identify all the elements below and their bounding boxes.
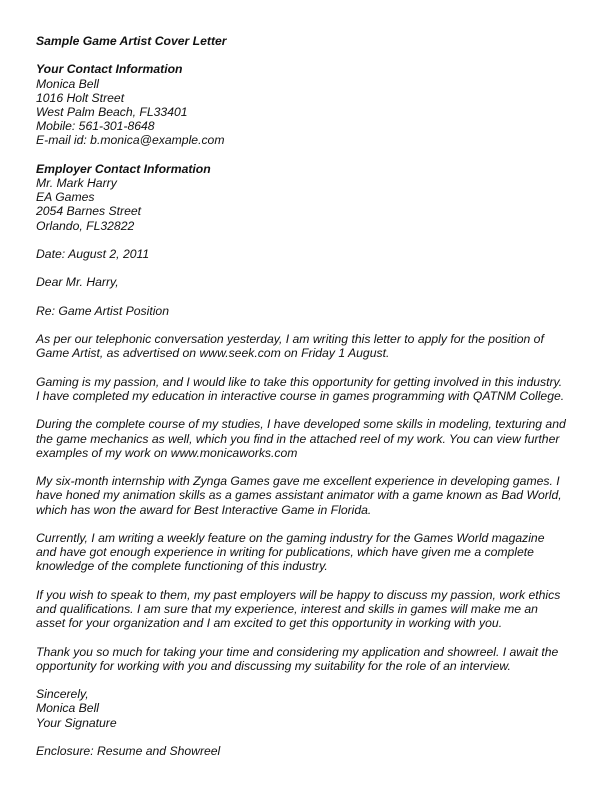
letter-date: Date: August 2, 2011: [36, 247, 150, 261]
sender-mobile: Mobile: 561-301-8648: [36, 119, 155, 134]
sender-street: 1016 Holt Street: [36, 90, 125, 105]
employer-contact-heading: Employer Contact Information: [36, 161, 211, 176]
body-paragraph: Currently, I am writing a weekly feature on the gaming industry for the Games World magazine and have got enough experience in writing for publications, which have given me a complete knowledge of the complete functioning of this industry.: [36, 530, 545, 574]
body-paragraph: Thank you so much for taking your time and considering my application and showreel. I await the opportunity for working with you and discussing my suitability for the role of an interview.: [36, 644, 559, 673]
salutation: Dear Mr. Harry,: [36, 275, 119, 290]
closing-name: Monica Bell: [36, 701, 99, 716]
sender-email: E-mail id: b.monica@example.com: [36, 133, 225, 148]
closing-valediction: Sincerely,: [36, 687, 89, 702]
enclosure-line: Enclosure: Resume and Showreel: [36, 743, 221, 758]
subject-line: Re: Game Artist Position: [36, 303, 169, 318]
your-contact-section: [36, 62, 576, 147]
body-paragraph: During the complete course of my studies, I have developed some skills in modeling, texturing and the game mechanics as well, which you find in the attached reel of my work. You can view further examples of my work on www.monicaworks.com: [36, 417, 566, 460]
employer-city: Orlando, FL32822: [36, 218, 135, 233]
closing-section: [36, 687, 576, 730]
body-paragraph: My six-month internship with Zynga Games gave me excellent experience in developing games. I have honed my animation skills as a games assistant animator with a game known as Bad World, which has won the award for Best Interactive Game in Florida.: [36, 474, 562, 517]
employer-company: EA Games: [36, 190, 95, 205]
sender-name: Monica Bell: [36, 76, 99, 91]
employer-name: Mr. Mark Harry: [36, 176, 117, 190]
sender-city: West Palm Beach, FL33401: [36, 105, 188, 119]
closing-signature: Your Signature: [36, 715, 117, 730]
body-paragraph: As per our telephonic conversation yesterday, I am writing this letter to apply for the position of Game Artist, as advertised on www.seek.com on Friday 1 August.: [36, 332, 544, 361]
cover-letter-document: [36, 34, 576, 758]
body-paragraph: If you wish to speak to them, my past employers will be happy to discuss my passion, work ethics and qualifications. I am sure that my experience, interest and skills in games will make me an asset for your organization and I am excited to get this opportunity in working with you.: [36, 587, 561, 631]
your-contact-heading: Your Contact Information: [36, 62, 183, 77]
body-paragraph: Gaming is my passion, and I would like to take this opportunity for getting involved in this industry. I have completed my education in interactive course in games programming with QATNM College.: [36, 374, 565, 403]
employer-contact-section: [36, 162, 576, 233]
employer-street: 2054 Barnes Street: [36, 204, 142, 219]
document-title: Sample Game Artist Cover Letter: [36, 34, 227, 48]
